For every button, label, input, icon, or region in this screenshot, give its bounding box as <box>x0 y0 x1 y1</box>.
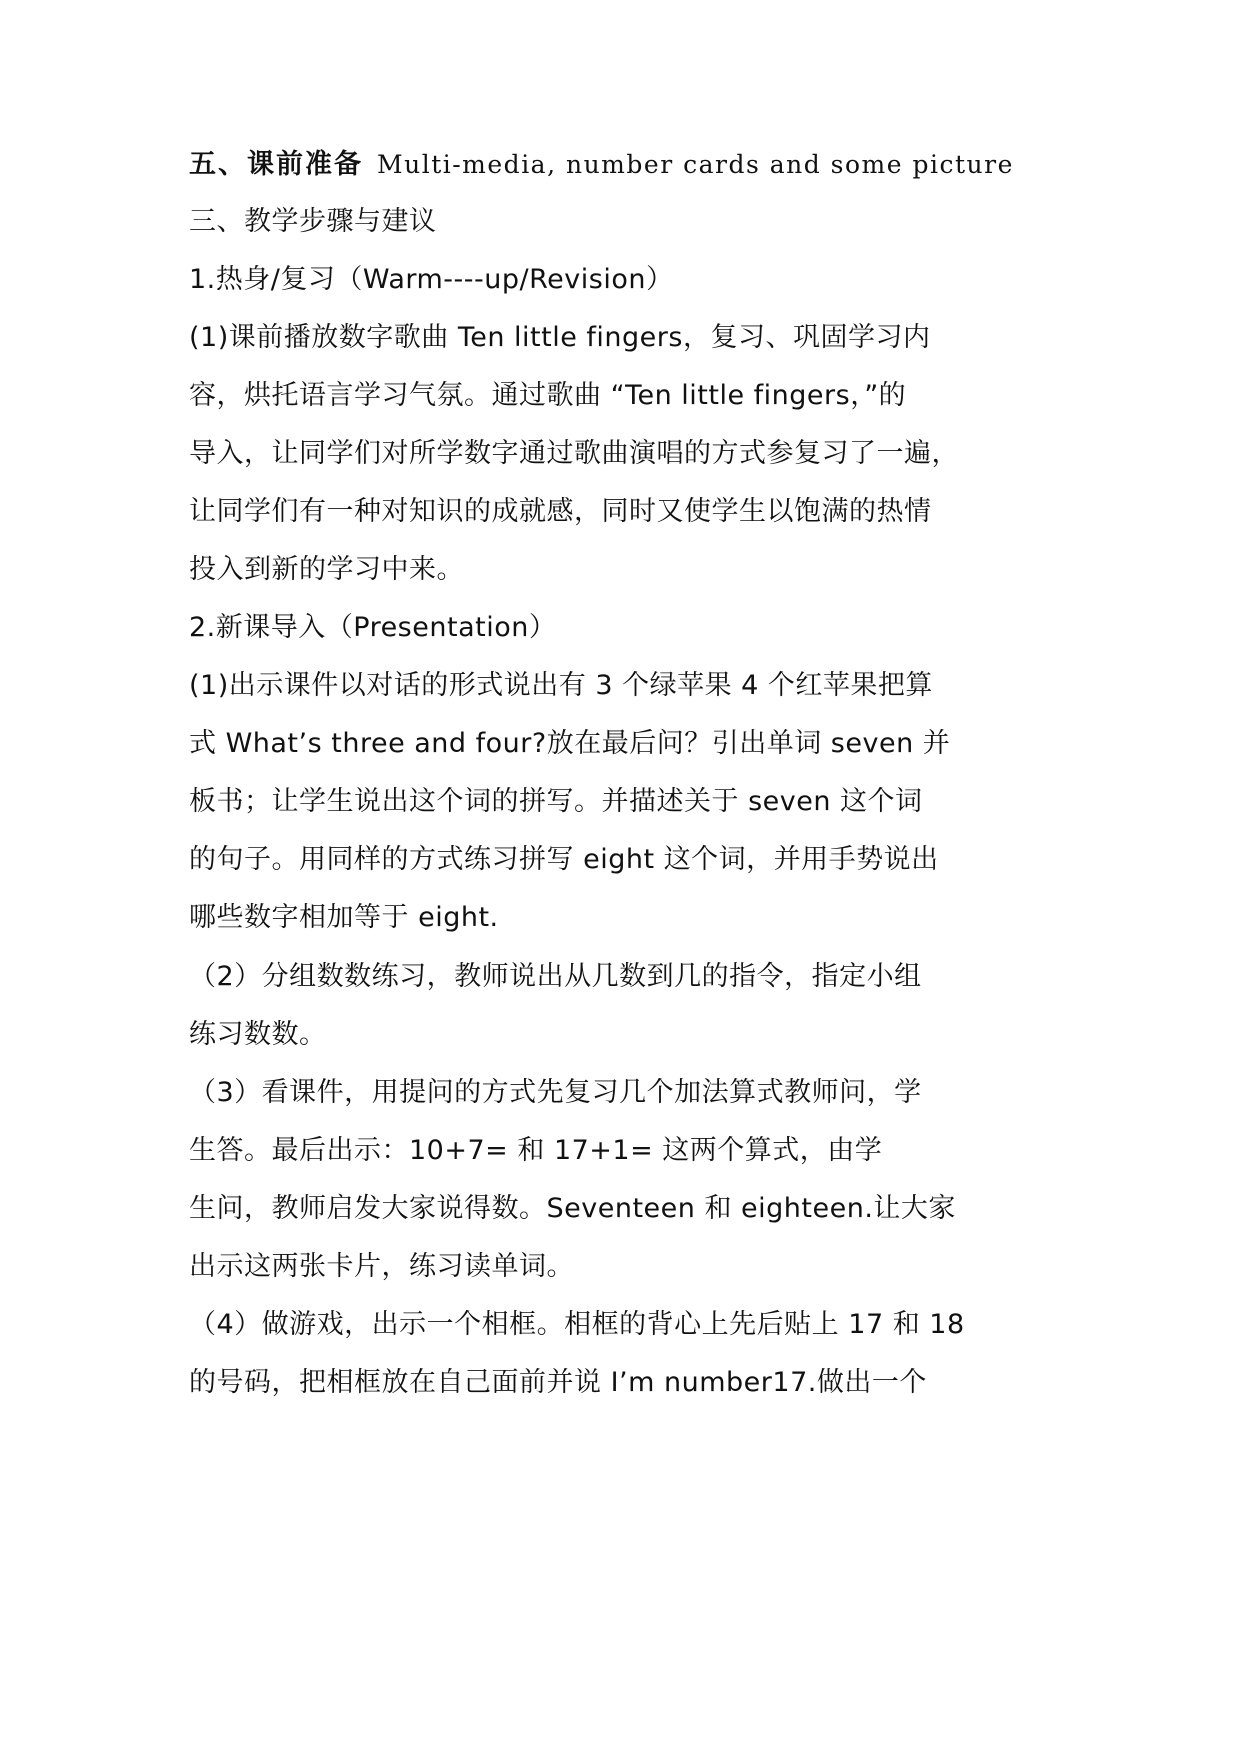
subsection-presentation: 2.新课导入（Presentation） <box>189 612 557 643</box>
paragraph-line: 的句子。用同样的方式练习拼写 eight 这个词，并用手势说出 <box>189 844 939 875</box>
paragraph-line: （3）看课件，用提问的方式先复习几个加法算式教师问，学 <box>189 1077 922 1108</box>
paragraph-line: 板书；让学生说出这个词的拼写。并描述关于 seven 这个词 <box>189 786 923 817</box>
section-heading-preparation <box>189 145 1049 185</box>
paragraph-line: (1)课前播放数字歌曲 Ten little fingers，复习、巩固学习内 <box>189 322 931 353</box>
paragraph-line: 投入到新的学习中来。 <box>189 554 464 585</box>
section-heading-teaching-steps: 三、教学步骤与建议 <box>189 206 437 237</box>
paragraph-line: 生问，教师启发大家说得数。Seventeen 和 eighteen.让大家 <box>189 1193 956 1224</box>
preparation-materials: Multi-media, number cards and some picture <box>377 150 1014 179</box>
paragraph-line: (1)出示课件以对话的形式说出有 3 个绿苹果 4 个红苹果把算 <box>189 670 933 701</box>
paragraph-line: 容，烘托语言学习气氛。通过歌曲 “Ten little fingers，”的 <box>189 380 907 411</box>
paragraph-line: （2）分组数数练习，教师说出从几数到几的指令，指定小组 <box>189 961 922 992</box>
preparation-heading: 五、课前准备 <box>189 149 363 180</box>
paragraph-line: 出示这两张卡片，练习读单词。 <box>189 1251 574 1282</box>
paragraph-line: 生答。最后出示：10+7= 和 17+1= 这两个算式，由学 <box>189 1135 883 1166</box>
subsection-warm-up: 1.热身/复习（Warm----up/Revision） <box>189 264 674 295</box>
paragraph-line: 哪些数字相加等于 eight. <box>189 902 499 933</box>
paragraph-line: （4）做游戏，出示一个相框。相框的背心上先后贴上 17 和 18 <box>189 1309 965 1340</box>
paragraph-line: 的号码，把相框放在自己面前并说 I’m number17.做出一个 <box>189 1367 927 1398</box>
paragraph-line: 导入，让同学们对所学数字通过歌曲演唱的方式参复习了一遍， <box>189 438 959 469</box>
paragraph-line: 练习数数。 <box>189 1019 327 1050</box>
paragraph-line: 让同学们有一种对知识的成就感，同时又使学生以饱满的热情 <box>189 496 932 527</box>
paragraph-line: 式 What’s three and four?放在最后问？引出单词 seven 并 <box>189 728 951 759</box>
